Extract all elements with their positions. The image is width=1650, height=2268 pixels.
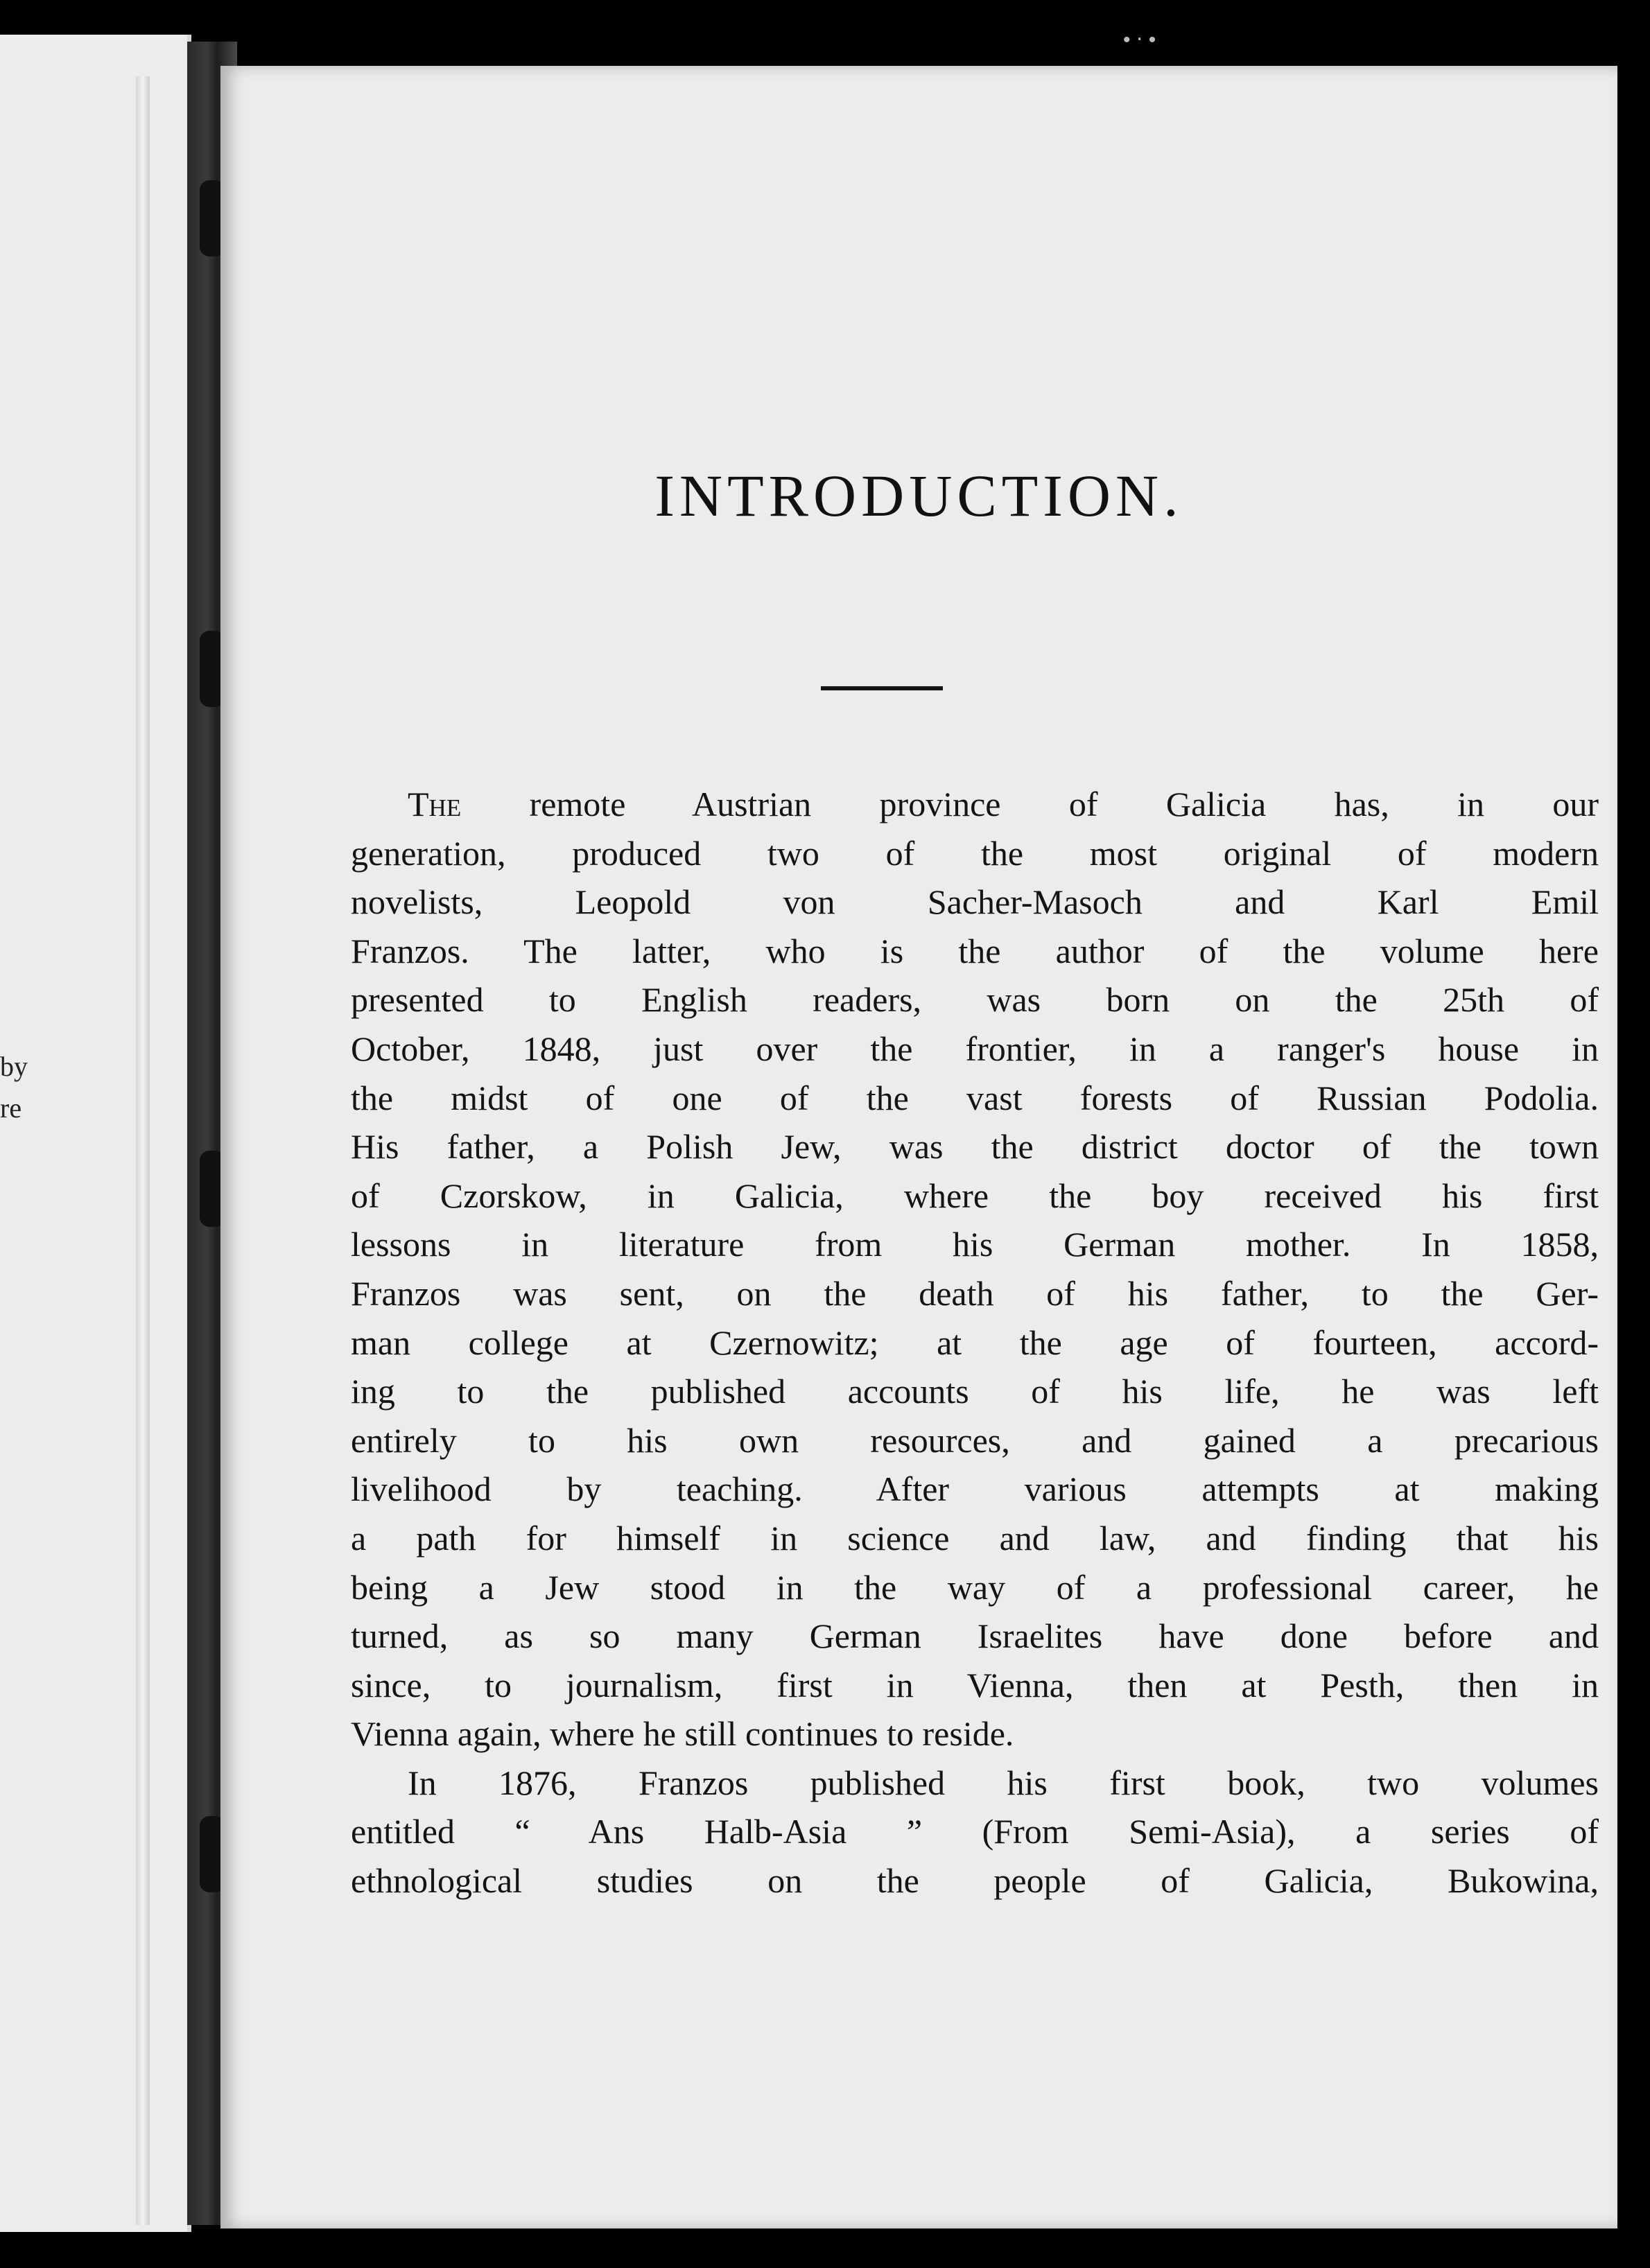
left-page-text-fragment: by	[0, 1051, 28, 1082]
text-line: turned, as so many German Israelites have done before and	[351, 1616, 1599, 1656]
text-line: ethnological studies on the people of Galicia, Bukowina,	[351, 1861, 1599, 1901]
text-line: since, to journalism, first in Vienna, then at Pesth, then in	[351, 1665, 1599, 1704]
text-line: of Czorskow, in Galicia, where the boy received his first	[351, 1176, 1599, 1215]
text-line: Franzos was sent, on the death of his father, to the Ger-	[351, 1273, 1599, 1313]
title-rule	[821, 686, 943, 690]
text-line: Franzos. The latter, who is the author of the volume here	[351, 931, 1599, 970]
text-line: a path for himself in science and law, and finding that his	[351, 1518, 1599, 1558]
book-page	[220, 66, 1617, 2228]
left-page-text-fragment: re	[0, 1092, 22, 1124]
left-page-fold	[136, 76, 150, 2225]
left-page-edge	[0, 35, 191, 2232]
text-line: lessons in literature from his German mother. In 1858,	[351, 1225, 1599, 1264]
drop-word: The	[408, 785, 462, 823]
text-line: generation, produced two of the most original of modern	[351, 833, 1599, 873]
text-line: man college at Czernowitz; at the age of fourteen, accord-	[351, 1323, 1599, 1362]
text-line: In 1876, Franzos published his first book, two volumes	[408, 1763, 1599, 1802]
text-line: His father, a Polish Jew, was the district doctor of the town	[351, 1127, 1599, 1167]
text-line: presented to English readers, was born on the 25th of	[351, 980, 1599, 1020]
text-line: entirely to his own resources, and gained a precarious	[351, 1420, 1599, 1460]
page-title: INTRODUCTION.	[654, 462, 1183, 529]
text-line: the midst of one of the vast forests of Russian Podolia.	[351, 1078, 1599, 1117]
text-line: Vienna again, where he still continues to reside.	[351, 1714, 1014, 1754]
text-line: livelihood by teaching. After various attempts at making	[351, 1469, 1599, 1509]
text-line: novelists, Leopold von Sacher-Masoch and Karl Emil	[351, 882, 1599, 922]
text-line: The remote Austrian province of Galicia has, in our	[408, 785, 1599, 823]
scan-speckles: • ‧ •	[1123, 28, 1156, 51]
text-line: October, 1848, just over the frontier, in a ranger's house in	[351, 1029, 1599, 1068]
text-line: being a Jew stood in the way of a professional career, he	[351, 1567, 1599, 1607]
text-line: ing to the published accounts of his life, he was left	[351, 1372, 1599, 1411]
text-line: entitled “ Ans Halb-Asia ” (From Semi-Asia), a series of	[351, 1812, 1599, 1851]
body-text	[351, 780, 1599, 1905]
